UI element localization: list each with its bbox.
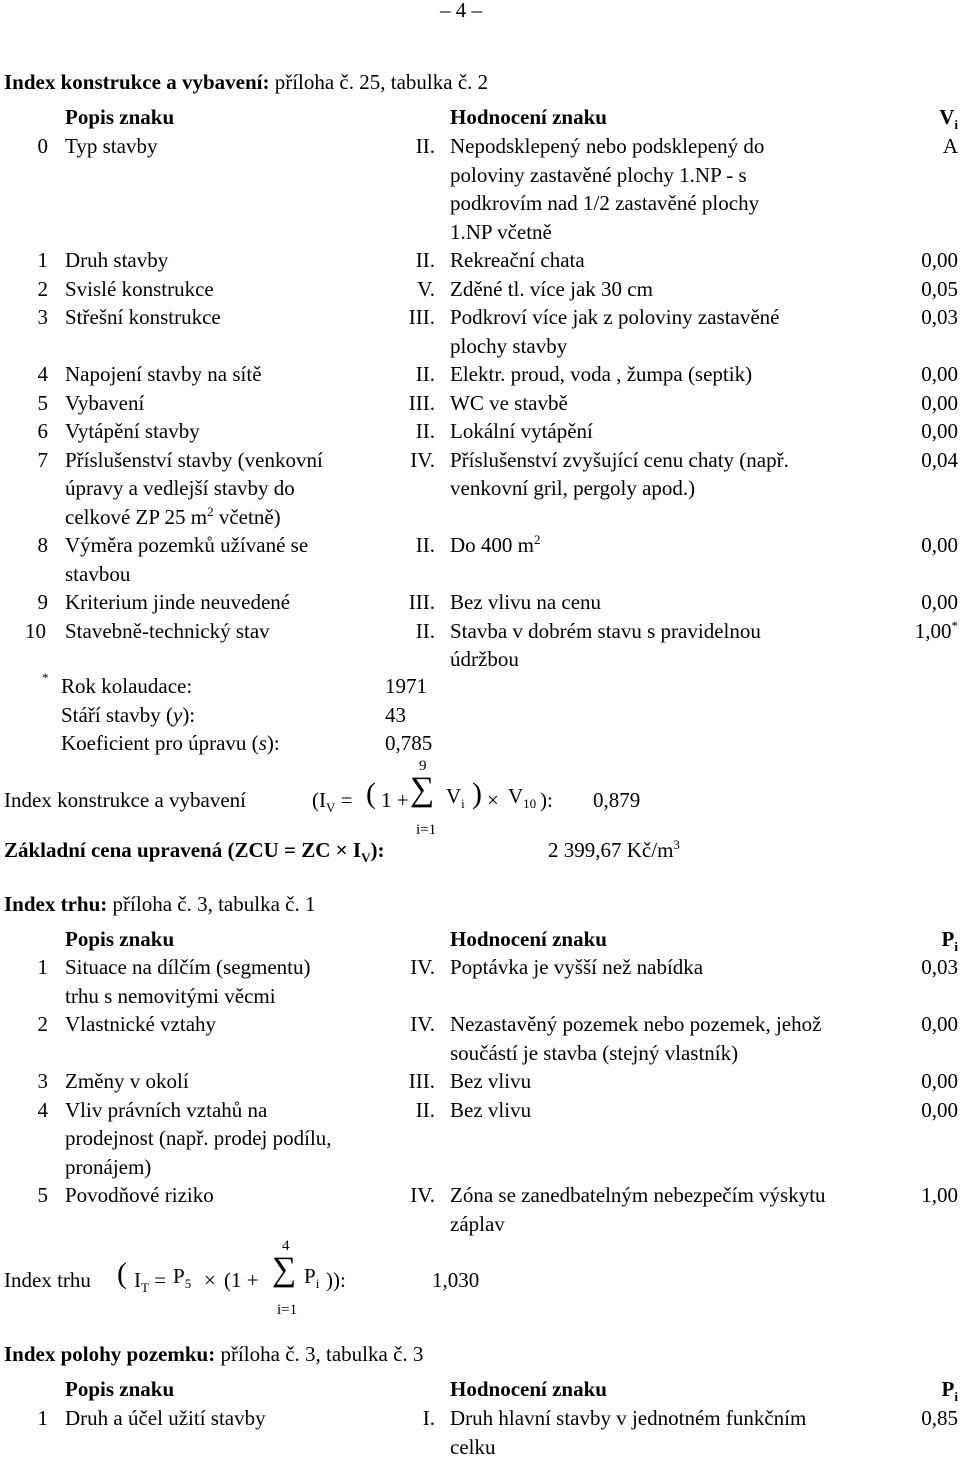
header-popis: Popis znaku — [65, 105, 175, 129]
s2-row-value — [838, 953, 958, 981]
s1-row-hodnoceni — [450, 275, 653, 303]
text-fragment: V — [446, 784, 462, 808]
hodnoceni-line: Rekreační chata — [450, 248, 585, 272]
koef-value: 0,785 — [385, 731, 433, 755]
s2-row-popis — [65, 982, 276, 1010]
value-text: 0,00 — [921, 248, 958, 272]
s1-row-popis — [65, 617, 270, 645]
popis-sup: 2 — [207, 503, 214, 519]
text-fragment: ): — [182, 702, 196, 727]
popis-line: Vytápění stavby — [65, 419, 200, 443]
hodnoceni-line: Zděné tl. více jak 30 cm — [450, 276, 653, 301]
popis-tail: včetně) — [213, 504, 281, 529]
s1-row-popis — [65, 503, 281, 531]
value-text: 0,00 — [921, 390, 958, 415]
s2-row-hodnoceni — [450, 1010, 821, 1038]
text-fragment: P — [173, 1264, 185, 1288]
text-fragment: I — [134, 1268, 141, 1292]
s2-row-level: IV. — [410, 1012, 435, 1036]
text-fragment: Stáří stavby ( — [61, 702, 173, 727]
index-konstrukce-value: 0,879 — [593, 788, 641, 812]
hodnoceni-line: Příslušenství zvyšující cenu chaty (např. — [450, 447, 789, 472]
s1-row-hodnoceni — [450, 417, 593, 445]
index-trhu-value: 1,030 — [432, 1268, 480, 1292]
s2-row-num: 4 — [37, 1097, 48, 1122]
value-text: 0,00 — [921, 362, 958, 386]
formula-end: ): — [540, 788, 553, 812]
trh-pi — [304, 1262, 319, 1290]
header-value-sub: i — [954, 939, 958, 955]
value-text: 0,00 — [921, 1097, 958, 1122]
hodnoceni-line: Bez vlivu — [450, 1069, 532, 1093]
s2-row-hodnoceni — [450, 1039, 738, 1067]
value-text: 0,00 — [921, 1069, 958, 1093]
hodnoceni-line: Nezastavěný pozemek nebo pozemek, jehož — [450, 1012, 822, 1036]
trh-t-sub: T — [141, 1280, 149, 1296]
s2-row-value — [838, 1096, 958, 1124]
header-value-sub: i — [954, 1389, 958, 1405]
popis-line: Střešní konstrukce — [65, 305, 221, 329]
s1-row-value — [838, 303, 958, 331]
popis-line: Napojení stavby na sítě — [65, 362, 262, 386]
section3-title — [4, 1340, 423, 1368]
s1-row-value — [838, 132, 958, 160]
formula-vi-sub: i — [461, 796, 465, 812]
koef-label — [61, 729, 280, 757]
trh-sum-bottom: i=1 — [277, 1302, 298, 1318]
popis-line: pronájem) — [65, 1154, 152, 1179]
s1-row-popis — [65, 303, 221, 331]
s1-row-value — [838, 588, 958, 616]
s1-row-level: III. — [408, 390, 435, 415]
s1-row-level: II. — [415, 134, 435, 158]
zcu-value — [548, 836, 680, 864]
s1-row-value — [838, 531, 958, 559]
popis-line: Výměra pozemků užívané se — [65, 533, 309, 557]
s1-row-level: II. — [415, 362, 435, 386]
hodnoceni-line: WC ve stavbě — [450, 390, 568, 415]
s2-row-num: 1 — [37, 955, 48, 979]
sum-top: 9 — [419, 758, 427, 774]
stari-value: 43 — [385, 702, 406, 727]
popis-line: Stavebně-technický stav — [65, 618, 270, 643]
trh-sum-top: 4 — [282, 1238, 290, 1254]
header-hodnoceni: Hodnocení znaku — [450, 927, 607, 951]
s1-row-num: 8 — [37, 533, 48, 557]
popis-line: Změny v okolí — [65, 1069, 189, 1093]
popis-line: Situace na dílčím (segmentu) — [65, 955, 311, 979]
value-text: 1,00 — [921, 1183, 958, 1207]
section-title-bold: Index polohy pozemku: — [4, 1342, 216, 1366]
trh-it — [134, 1266, 166, 1294]
trh-sigma: ∑ — [272, 1251, 297, 1288]
hodnoceni-sup: 2 — [534, 532, 541, 547]
s2-row-level: II. — [415, 1097, 435, 1122]
formula-konstrukce — [312, 786, 352, 814]
text-fragment: = — [148, 1268, 167, 1292]
var-y: y — [172, 702, 183, 727]
s1-row-hodnoceni — [450, 645, 519, 673]
trh-p5-sub: 5 — [184, 1276, 192, 1292]
s1-row-level: II. — [415, 419, 435, 443]
hodnoceni-line: Lokální vytápění — [450, 419, 593, 443]
s3-row-value — [838, 1404, 958, 1432]
s2-row-num: 2 — [37, 1012, 48, 1036]
header-value — [838, 925, 958, 953]
hodnoceni-line: součástí je stavba (stejný vlastník) — [450, 1040, 739, 1065]
s1-row-value — [838, 417, 958, 445]
s1-row-level: III. — [408, 590, 435, 614]
s2-row-level: IV. — [410, 1183, 435, 1207]
s1-row-num: 9 — [37, 590, 48, 614]
s2-row-level: IV. — [410, 955, 435, 979]
s2-row-hodnoceni — [450, 1067, 531, 1095]
s1-row-popis — [65, 246, 168, 274]
header-value — [838, 1375, 958, 1403]
trh-pi-sub: i — [315, 1276, 320, 1292]
trh-times: × — [204, 1268, 216, 1292]
zcu-sub: V — [361, 850, 371, 866]
s3-row-level: I. — [422, 1406, 435, 1430]
trh-p5 — [173, 1262, 191, 1290]
s3-row-hodnoceni — [450, 1433, 495, 1461]
section-title-bold: Index konstrukce a vybavení: — [4, 70, 270, 94]
s2-row-hodnoceni — [450, 1210, 505, 1238]
paren-open: ( — [366, 777, 376, 810]
s1-row-hodnoceni — [450, 218, 552, 246]
hodnoceni-line: Druh hlavní stavby v jednotném funkčním — [450, 1406, 807, 1430]
s1-row-hodnoceni — [450, 332, 567, 360]
sum-bottom: i=1 — [416, 822, 437, 838]
s2-row-num: 3 — [37, 1069, 48, 1093]
s1-row-num: 10 — [25, 618, 46, 643]
s1-row-num: 3 — [37, 305, 48, 329]
s2-row-value — [838, 1181, 958, 1209]
text-fragment: P — [304, 1264, 316, 1288]
s1-row-num: 6 — [37, 419, 48, 443]
value-sup: * — [951, 617, 958, 633]
s1-row-value — [838, 617, 958, 645]
hodnoceni-line: Poptávka je vyšší než nabídka — [450, 955, 704, 979]
hodnoceni-line: poloviny zastavěné plochy 1.NP - s — [450, 162, 747, 187]
s1-row-popis — [65, 417, 200, 445]
s1-row-popis — [65, 446, 323, 474]
s1-row-level: IV. — [410, 447, 435, 472]
rok-value: 1971 — [385, 674, 427, 698]
value-text: 0,00 — [921, 590, 958, 614]
s1-row-num: 2 — [37, 276, 48, 301]
s1-row-hodnoceni — [450, 360, 752, 388]
s1-row-value — [838, 246, 958, 274]
s3-row-hodnoceni — [450, 1404, 806, 1432]
s3-row-popis — [65, 1404, 266, 1432]
formula-times: × — [487, 788, 499, 812]
section1-title — [4, 68, 488, 96]
s1-row-num: 7 — [37, 447, 48, 472]
value-text: 0,05 — [921, 276, 958, 301]
hodnoceni-line: záplav — [450, 1211, 505, 1236]
s1-row-popis — [65, 531, 308, 559]
s1-row-hodnoceni — [450, 588, 601, 616]
popis-line: Typ stavby — [65, 134, 158, 158]
popis-line: Vlastnické vztahy — [65, 1012, 217, 1036]
s1-row-level: II. — [415, 533, 435, 557]
popis-line: Svislé konstrukce — [65, 276, 214, 301]
section-title-ref: příloha č. 3, tabulka č. 1 — [107, 892, 316, 916]
trh-one: (1 + — [224, 1268, 259, 1292]
s2-row-hodnoceni — [450, 1181, 826, 1209]
s2-row-level: III. — [408, 1069, 435, 1093]
popis-line: Kriterium jinde neuvedené — [65, 590, 291, 614]
value-text: 0,04 — [921, 447, 958, 472]
s1-row-popis — [65, 275, 214, 303]
text-fragment: ): — [266, 731, 280, 755]
s2-row-value — [838, 1067, 958, 1095]
value-text: 0,85 — [921, 1406, 958, 1430]
hodnoceni-line: Do 400 m — [450, 533, 534, 557]
value-text: 0,00 — [921, 419, 958, 443]
s1-row-num: 4 — [37, 362, 48, 386]
paren-close: ) — [472, 777, 482, 810]
s1-row-popis — [65, 560, 130, 588]
value-text: 0,00 — [921, 533, 958, 557]
s1-row-popis — [65, 132, 157, 160]
index-konstrukce-label: Index konstrukce a vybavení — [4, 788, 247, 812]
s1-row-hodnoceni — [450, 132, 764, 160]
s1-row-num: 1 — [37, 248, 48, 272]
hodnoceni-line: 1.NP včetně — [450, 219, 552, 244]
index-trhu-label: Index trhu — [4, 1268, 91, 1292]
text-fragment: 2 399,67 Kč/m — [548, 838, 674, 862]
s2-row-hodnoceni — [450, 953, 703, 981]
var-s: s — [258, 731, 267, 755]
text-fragment: (I — [312, 788, 326, 812]
hodnoceni-line: údržbou — [450, 647, 519, 671]
section-title-bold: Index trhu: — [4, 892, 108, 916]
trh-paren-outer: ( — [117, 1257, 127, 1290]
popis-line: Vliv právních vztahů na — [65, 1097, 268, 1122]
formula-v10 — [508, 782, 536, 810]
s1-row-popis — [65, 360, 262, 388]
page-number: – 4 – — [440, 0, 482, 22]
s1-row-hodnoceni — [450, 189, 759, 217]
formula-one: 1 + — [381, 788, 409, 812]
header-value-letter: V — [939, 105, 955, 129]
s1-row-num: 0 — [37, 134, 48, 158]
rok-label: Rok kolaudace: — [61, 674, 193, 698]
formula-v10-sub: 10 — [523, 796, 537, 812]
stari-label — [61, 701, 195, 729]
header-value-sub: i — [954, 117, 958, 133]
popis-line: trhu s nemovitými věcmi — [65, 983, 276, 1008]
s1-row-hodnoceni — [450, 531, 541, 559]
section-title-ref: příloha č. 3, tabulka č. 3 — [215, 1342, 424, 1366]
hodnoceni-line: Nepodsklepený nebo podsklepený do — [450, 134, 765, 158]
s1-row-value — [838, 360, 958, 388]
popis-line: Povodňové riziko — [65, 1183, 214, 1207]
popis-line: prodejnost (např. prodej podílu, — [65, 1126, 332, 1150]
section2-title — [4, 890, 315, 918]
s1-row-level: V. — [417, 276, 435, 301]
hodnoceni-line: Elektr. proud, voda , žumpa (septik) — [450, 362, 753, 386]
s1-row-hodnoceni — [450, 246, 585, 274]
popis-line: celkové ZP 25 m — [65, 504, 208, 529]
popis-line: Druh stavby — [65, 248, 169, 272]
hodnoceni-line: venkovní gril, pergoly apod.) — [450, 476, 696, 500]
s1-row-popis — [65, 474, 295, 502]
s1-row-popis — [65, 389, 144, 417]
hodnoceni-line: Zóna se zanedbatelným nebezpečím výskytu — [450, 1183, 826, 1207]
sigma-symbol: ∑ — [410, 771, 435, 808]
s2-row-popis — [65, 953, 311, 981]
s2-row-popis — [65, 1124, 332, 1152]
hodnoceni-line: celku — [450, 1434, 496, 1459]
hodnoceni-line: podkrovím nad 1/2 zastavěné plochy — [450, 191, 760, 215]
s1-row-value — [838, 389, 958, 417]
text-fragment: V — [508, 784, 524, 808]
text-fragment: ): — [370, 838, 385, 862]
s1-row-hodnoceni — [450, 446, 789, 474]
s2-row-popis — [65, 1096, 267, 1124]
formula-sub-v: V — [326, 800, 336, 816]
s3-row-num: 1 — [37, 1406, 48, 1430]
popis-line: Vybavení — [65, 390, 145, 415]
popis-line: Příslušenství stavby (venkovní — [65, 447, 323, 472]
s1-row-value — [838, 275, 958, 303]
text-fragment: Koeficient pro úpravu ( — [61, 731, 259, 755]
s1-row-hodnoceni — [450, 303, 780, 331]
s2-row-popis — [65, 1010, 216, 1038]
value-text: 1,00 — [914, 618, 952, 643]
header-value-letter: P — [941, 1377, 955, 1401]
s2-row-num: 5 — [37, 1183, 48, 1207]
s1-row-hodnoceni — [450, 474, 695, 502]
s2-row-value — [838, 1010, 958, 1038]
s1-row-popis — [65, 588, 290, 616]
section-title-ref: příloha č. 25, tabulka č. 2 — [269, 70, 489, 94]
s2-row-popis — [65, 1067, 189, 1095]
s2-row-popis — [65, 1153, 151, 1181]
s1-row-hodnoceni — [450, 389, 568, 417]
zcu-label — [4, 836, 384, 864]
value-text: 0,00 — [921, 1012, 958, 1036]
s1-row-level: II. — [415, 618, 435, 643]
formula-vi — [446, 782, 465, 810]
popis-line: Druh a účel užití stavby — [65, 1406, 266, 1430]
note-star: * — [42, 670, 49, 685]
value-text: 0,03 — [921, 305, 958, 329]
hodnoceni-line: Stavba v dobrém stavu s pravidelnou — [450, 618, 761, 643]
hodnoceni-line: Bez vlivu — [450, 1097, 532, 1122]
header-value — [838, 103, 958, 131]
text-fragment: Základní cena upravená (ZCU = ZC × I — [4, 838, 362, 862]
zcu-sup: 3 — [673, 837, 680, 852]
s1-row-hodnoceni — [450, 161, 747, 189]
header-value-letter: P — [941, 927, 955, 951]
header-popis: Popis znaku — [65, 927, 175, 951]
popis-line: stavbou — [65, 561, 131, 586]
s1-row-level: III. — [408, 305, 435, 329]
s1-row-value — [838, 446, 958, 474]
popis-line: úpravy a vedlejší stavby do — [65, 476, 295, 500]
value-text: 0,03 — [921, 955, 958, 979]
header-hodnoceni: Hodnocení znaku — [450, 105, 607, 129]
s1-row-num: 5 — [37, 390, 48, 415]
header-hodnoceni: Hodnocení znaku — [450, 1377, 607, 1401]
s1-row-hodnoceni — [450, 617, 761, 645]
hodnoceni-line: Bez vlivu na cenu — [450, 590, 602, 614]
text-fragment: = — [335, 788, 353, 812]
s2-row-hodnoceni — [450, 1096, 531, 1124]
hodnoceni-line: plochy stavby — [450, 333, 568, 358]
s2-row-popis — [65, 1181, 214, 1209]
hodnoceni-line: Podkroví více jak z poloviny zastavěné — [450, 305, 780, 329]
trh-close: )): — [326, 1268, 346, 1292]
s1-row-level: II. — [415, 248, 435, 272]
value-text: A — [942, 134, 958, 158]
header-popis: Popis znaku — [65, 1377, 175, 1401]
